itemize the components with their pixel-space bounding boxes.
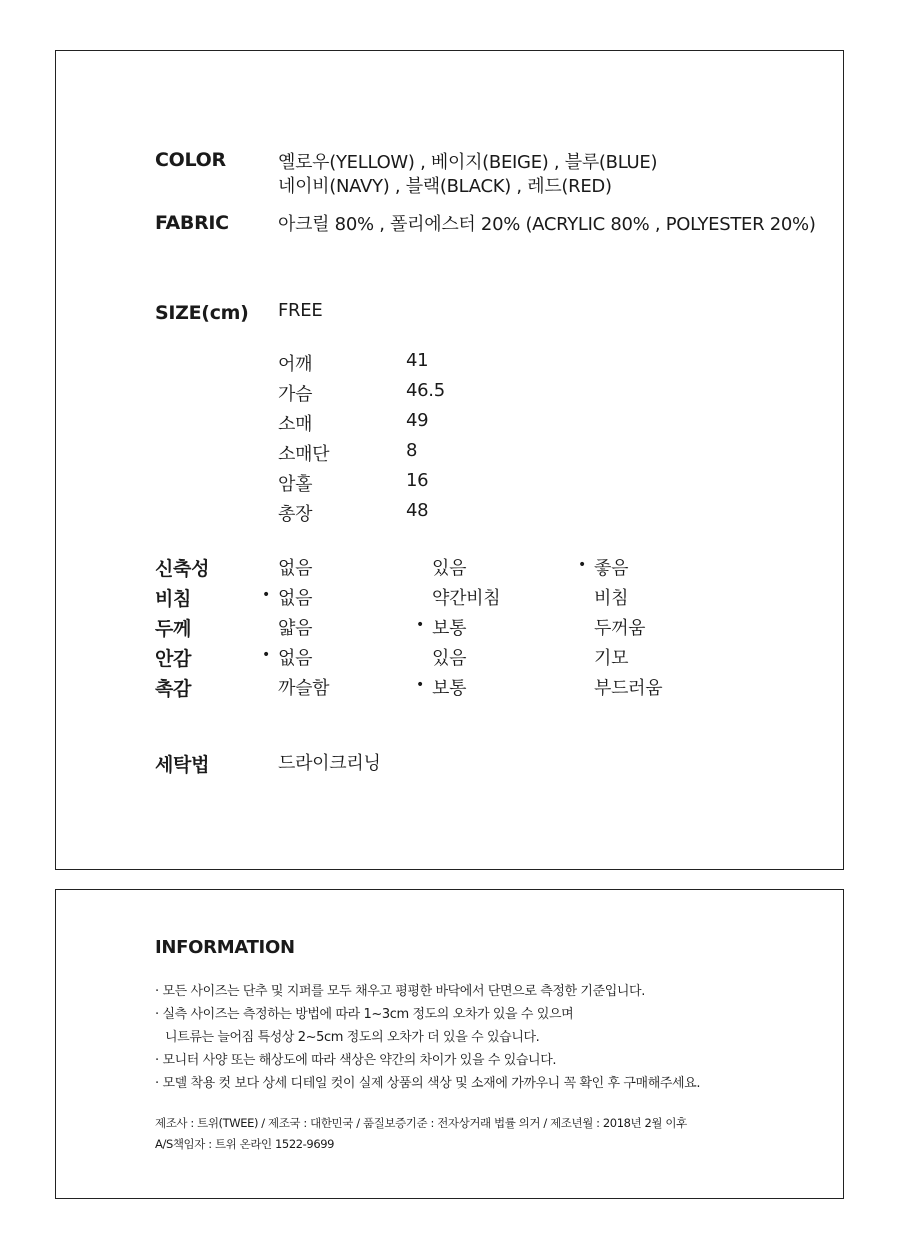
size-free-value: FREE bbox=[278, 300, 323, 321]
size-row-name: 가슴 bbox=[278, 384, 313, 405]
attr-option-selected: 없음 bbox=[278, 588, 313, 609]
selected-bullet: • bbox=[262, 647, 271, 663]
size-row-name: 암홀 bbox=[278, 474, 313, 495]
info-note: 니트류는 늘어짐 특성상 2~5cm 정도의 오차가 더 있을 수 있습니다. bbox=[165, 1030, 540, 1045]
attr-option: 얇음 bbox=[278, 618, 313, 639]
attr-option-selected: 보통 bbox=[432, 678, 467, 699]
info-note: · 모든 사이즈는 단추 및 지퍼를 모두 채우고 평평한 바닥에서 단면으로 측정한 기준입니다. bbox=[155, 984, 645, 999]
wash-value: 드라이크리닝 bbox=[278, 753, 381, 774]
attr-option: 기모 bbox=[594, 648, 629, 669]
legal-info: 제조사 : 트위(TWEE) / 제조국 : 대한민국 / 품질보증기준 : 전자상거래 법률 의거 / 제조년월 : 2018년 2월 이후 bbox=[155, 1116, 687, 1130]
color-label: COLOR bbox=[155, 149, 226, 171]
info-note: · 모델 착용 컷 보다 상세 디테일 컷이 실제 상품의 색상 및 소재에 가까우니 꼭 확인 후 구매해주세요. bbox=[155, 1076, 701, 1091]
attr-option-selected: 좋음 bbox=[594, 558, 629, 579]
attr-label-touch: 촉감 bbox=[155, 678, 192, 700]
as-contact: A/S책임자 : 트위 온라인 1522-9699 bbox=[155, 1137, 335, 1151]
selected-bullet: • bbox=[262, 587, 271, 603]
size-row-name: 소매 bbox=[278, 414, 313, 435]
attr-label-thickness: 두께 bbox=[155, 618, 192, 640]
selected-bullet: • bbox=[416, 677, 425, 693]
size-row-value: 46.5 bbox=[406, 380, 445, 401]
attr-option: 없음 bbox=[278, 558, 313, 579]
attr-label-sheer: 비침 bbox=[155, 588, 192, 610]
attr-option: 까슬함 bbox=[278, 678, 330, 699]
attr-option-selected: 없음 bbox=[278, 648, 313, 669]
attr-option: 비침 bbox=[594, 588, 629, 609]
color-values-line2: 네이비(NAVY) , 블랙(BLACK) , 레드(RED) bbox=[278, 176, 612, 197]
attr-option-selected: 보통 bbox=[432, 618, 467, 639]
size-row-name: 소매단 bbox=[278, 444, 330, 465]
attr-option: 두꺼움 bbox=[594, 618, 646, 639]
attr-option: 약간비침 bbox=[432, 588, 501, 609]
size-row-value: 49 bbox=[406, 410, 429, 431]
attr-option: 부드러움 bbox=[594, 678, 663, 699]
size-label: SIZE(cm) bbox=[155, 302, 249, 324]
color-values-line1: 옐로우(YELLOW) , 베이지(BEIGE) , 블루(BLUE) bbox=[278, 152, 658, 173]
size-row-name: 총장 bbox=[278, 504, 313, 525]
size-row-value: 48 bbox=[406, 500, 429, 521]
attr-label-stretch: 신축성 bbox=[155, 558, 210, 580]
selected-bullet: • bbox=[578, 557, 587, 573]
selected-bullet: • bbox=[416, 617, 425, 633]
attr-label-lining: 안감 bbox=[155, 648, 192, 670]
size-row-value: 16 bbox=[406, 470, 429, 491]
fabric-label: FABRIC bbox=[155, 212, 229, 234]
size-row-value: 41 bbox=[406, 350, 429, 371]
attr-option: 있음 bbox=[432, 648, 467, 669]
info-note: · 실측 사이즈는 측정하는 방법에 따라 1~3cm 정도의 오차가 있을 수 있으며 bbox=[155, 1007, 574, 1022]
wash-label: 세탁법 bbox=[155, 754, 210, 776]
info-note: · 모니터 사양 또는 해상도에 따라 색상은 약간의 차이가 있을 수 있습니다. bbox=[155, 1053, 557, 1068]
attr-option: 있음 bbox=[432, 558, 467, 579]
size-row-value: 8 bbox=[406, 440, 418, 461]
information-title: INFORMATION bbox=[155, 937, 295, 958]
size-row-name: 어깨 bbox=[278, 354, 313, 375]
fabric-value: 아크릴 80% , 폴리에스터 20% (ACRYLIC 80% , POLYESTER 20%) bbox=[278, 214, 816, 235]
